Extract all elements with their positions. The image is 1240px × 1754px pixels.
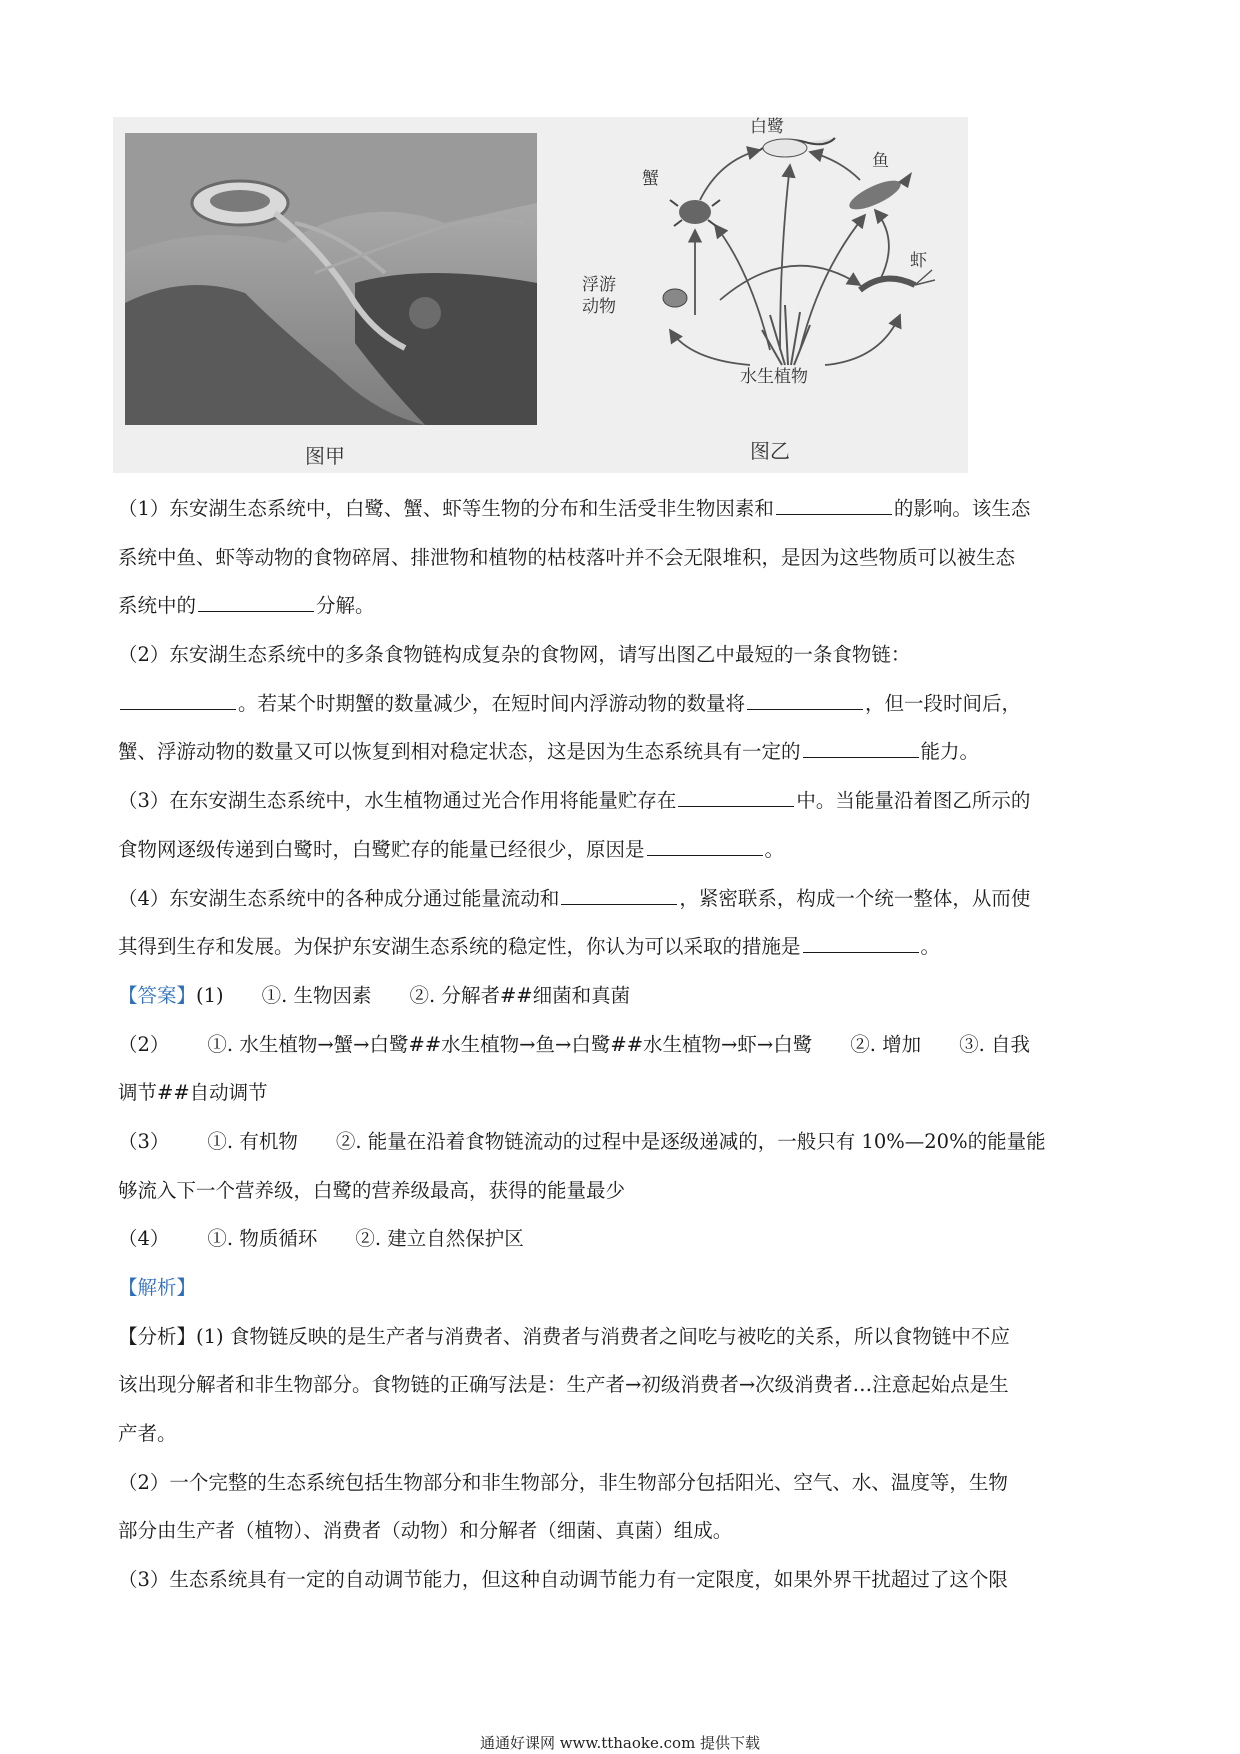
answer-blank	[803, 733, 919, 758]
answer-blank	[647, 830, 763, 855]
answer-blank	[198, 587, 314, 612]
answer-1: 【答案】(1) ①. 生物因素 ②. 分解者##细菌和真菌	[118, 983, 631, 1007]
analysis-heading	[118, 1264, 1128, 1313]
answer-blank	[120, 684, 236, 709]
food-web-diagram	[582, 117, 970, 450]
fenxi-tag: 【分析】	[118, 1324, 197, 1348]
analysis-tag: 【解析】	[118, 1276, 197, 1299]
zooplankton-icon	[663, 289, 687, 307]
question-3-line-2: 食物网逐级传递到白鹭时，白鹭贮存的能量已经很少，原因是 。	[118, 826, 1128, 875]
analysis-2-line-2: 部分由生产者（植物）、消费者（动物）和分解者（细菌、真菌）组成。	[118, 1519, 733, 1543]
answer-4: （4） ①. 物质循环 ②. 建立自然保护区	[118, 1227, 524, 1251]
analysis-1-line-1: 【分析】(1) 食物链反映的是生产者与消费者、消费者与消费者之间吃与被吃的关系，所以食物链中不应	[118, 1324, 1010, 1348]
analysis-1-line-3: 产者。	[118, 1422, 177, 1446]
arrow-plant-to-zooplankton	[670, 330, 750, 365]
arrow-plant-to-shrimp	[825, 315, 900, 365]
arrow-crab-to-egret	[700, 150, 760, 200]
label-aquatic-plant: 水生植物	[740, 367, 808, 387]
question-block	[118, 485, 1128, 1605]
question-2-line-1: （2）东安湖生态系统中的多条食物链构成复杂的食物网，请写出图乙中最短的一条食物链：	[118, 643, 911, 667]
label-zooplankton-1: 浮游	[582, 275, 616, 295]
analysis-3-line-1: （3）生态系统具有一定的自动调节能力，但这种自动调节能力有一定限度，如果外界干扰超过了这个限	[118, 1568, 1008, 1592]
answer-blank	[678, 782, 794, 807]
figure-b-caption: 图乙	[750, 439, 790, 463]
crab-icon	[670, 200, 720, 226]
answer-2-line-2: 调节##自动调节	[118, 1081, 268, 1105]
answer-2-line-1: （2） ①. 水生植物→蟹→白鹭##水生植物→鱼→白鹭##水生植物→虾→白鹭 ②. 增加 ③. 自我	[118, 1032, 1031, 1056]
question-2-line-2: 。若某个时期蟹的数量减少，在短时间内浮游动物的数量将 ，但一段时间后，	[118, 680, 1128, 729]
label-fish: 鱼	[872, 151, 889, 171]
answer-3-line-1: （3） ①. 有机物 ②. 能量在沿着食物链流动的过程中是逐级递减的，一般只有 10%—20%的能量能	[118, 1129, 1046, 1153]
answer-tag: 【答案】	[118, 983, 197, 1007]
figure-a-caption: 图甲	[305, 444, 345, 468]
label-zooplankton-2: 动物	[582, 297, 616, 317]
label-crab: 蟹	[642, 169, 659, 189]
question-1-line-3: 系统中的 分解。	[118, 582, 1128, 631]
arrow-zooplankton-to-shrimp	[720, 266, 860, 300]
answer-blank	[561, 879, 677, 904]
answer-3-line-2: 够流入下一个营养级，白鹭的营养级最高，获得的能量最少	[118, 1178, 626, 1202]
page-footer: 通通好课网 www.tthaoke.com 提供下载	[479, 1734, 761, 1752]
label-egret: 白鹭	[750, 117, 784, 137]
arrow-fish-to-egret	[810, 152, 860, 180]
answer-blank	[776, 490, 892, 515]
analysis-2-line-1: （2）一个完整的生态系统包括生物部分和非生物部分，非生物部分包括阳光、空气、水、温度等，生物	[118, 1470, 1008, 1494]
question-3-line-1: （3）在东安湖生态系统中，水生植物通过光合作用将能量贮存在 中。当能量沿着图乙所示的	[118, 777, 1128, 826]
arrow-shrimp-to-fish	[875, 210, 889, 280]
analysis-1-line-2: 该出现分解者和非生物部分。食物链的正确写法是：生产者→初级消费者→次级消费者…注意起始点是生	[118, 1373, 1009, 1397]
lake-aerial-photo	[125, 133, 537, 425]
question-4-line-1: （4）东安湖生态系统中的各种成分通过能量流动和 ，紧密联系，构成一个统一整体，从而使	[118, 875, 1128, 924]
egret-icon	[760, 138, 835, 157]
question-4-line-2: 其得到生存和发展。为保护东安湖生态系统的稳定性，你认为可以采取的措施是 。	[118, 923, 1128, 972]
answer-blank	[803, 928, 919, 953]
question-2-line-3: 蟹、浮游动物的数量又可以恢复到相对稳定状态，这是因为生态系统具有一定的 能力。	[118, 728, 1128, 777]
question-1-line-2: 系统中鱼、虾等动物的食物碎屑、排泄物和植物的枯枝落叶并不会无限堆积，是因为这些物质可以被生态	[118, 545, 1016, 569]
fish-icon	[846, 172, 912, 215]
question-1-line-1: （1）东安湖生态系统中，白鹭、蟹、虾等生物的分布和生活受非生物因素和 的影响。该生态	[118, 485, 1128, 534]
aquatic-plant-icon	[762, 305, 810, 365]
answer-blank	[747, 684, 863, 709]
shrimp-icon	[860, 270, 935, 290]
label-shrimp: 虾	[910, 251, 927, 271]
